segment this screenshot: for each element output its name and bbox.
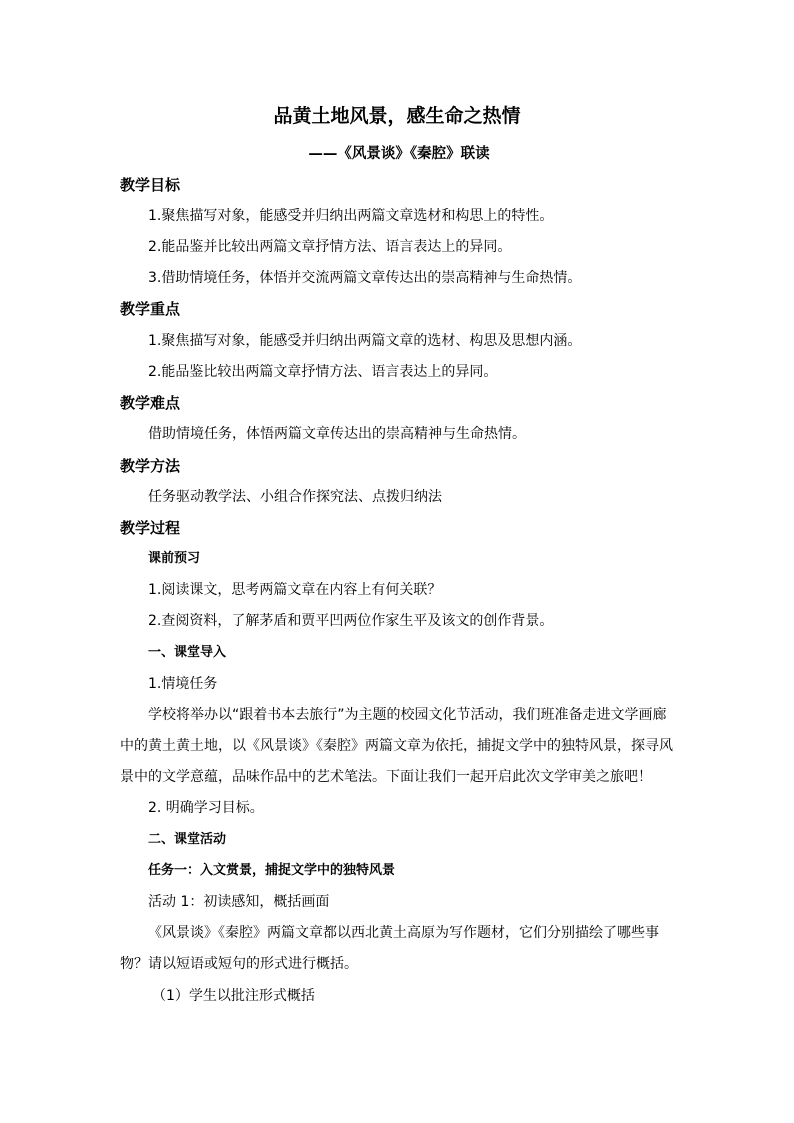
- activity-paragraph-line-2: 物？请以短语或短句的形式进行概括。: [120, 956, 358, 972]
- section-heading-key-points: 教学重点: [120, 300, 181, 318]
- section-heading-goals: 教学目标: [120, 176, 181, 194]
- intro-paragraph-line-1: 学校将举办以“跟着书本去旅行”为主题的校园文化节活动，我们班准备走进文学画廊: [148, 707, 667, 723]
- intro-item-2: 2. 明确学习目标。: [148, 800, 264, 816]
- intro-paragraph-line-2: 中的黄土黄土地，以《风景谈》《秦腔》两篇文章为依托，捕捉文学中的独特风景，探寻风: [120, 738, 673, 754]
- goal-item-2: 2.能品鉴并比较出两篇文章抒情方法、语言表达上的异同。: [148, 239, 512, 255]
- intro-item-1: 1.情境任务: [148, 676, 218, 692]
- goal-item-3: 3.借助情境任务，体悟并交流两篇文章传达出的崇高精神与生命热情。: [148, 270, 582, 286]
- preview-item-1: 1.阅读课文，思考两篇文章在内容上有何关联？: [148, 582, 442, 598]
- intro-paragraph-line-3: 景中的文学意蕴，品味作品中的艺术笔法。下面让我们一起开启此次文学审美之旅吧！: [120, 769, 652, 785]
- preview-item-2: 2.查阅资料，了解茅盾和贾平凹两位作家生平及该文的创作背景。: [148, 613, 554, 629]
- difficulties-text: 借助情境任务，体悟两篇文章传达出的崇高精神与生命热情。: [148, 426, 526, 442]
- task-1-heading: 任务一：入文赏景，捕捉文学中的独特风景: [148, 863, 396, 878]
- goal-item-1: 1.聚焦描写对象，能感受并归纳出两篇文章选材和构思上的特性。: [148, 208, 554, 224]
- key-point-item-1: 1.聚焦描写对象，能感受并归纳出两篇文章的选材、构思及思想内涵。: [148, 333, 582, 349]
- section-heading-process: 教学过程: [120, 519, 181, 537]
- activity-heading: 二、课堂活动: [148, 832, 227, 847]
- document-title: 品黄土地风景，感生命之热情: [273, 105, 521, 127]
- activity-1-label: 活动 1：初读感知，概括画面: [148, 894, 330, 910]
- section-heading-difficulties: 教学难点: [120, 394, 181, 412]
- intro-heading: 一、课堂导入: [148, 645, 227, 660]
- preview-heading: 课前预习: [148, 551, 201, 566]
- document-subtitle: ——《风景谈》《秦腔》联读: [308, 146, 490, 162]
- section-heading-methods: 教学方法: [120, 457, 181, 475]
- activity-sub-item-1: （1）学生以批注形式概括: [152, 988, 315, 1004]
- methods-text: 任务驱动教学法、小组合作探究法、点拨归纳法: [148, 489, 442, 505]
- activity-paragraph-line-1: 《风景谈》《秦腔》两篇文章都以西北黄土高原为写作题材，它们分别描绘了哪些事: [148, 925, 659, 941]
- key-point-item-2: 2.能品鉴比较出两篇文章抒情方法、语言表达上的异同。: [148, 364, 498, 380]
